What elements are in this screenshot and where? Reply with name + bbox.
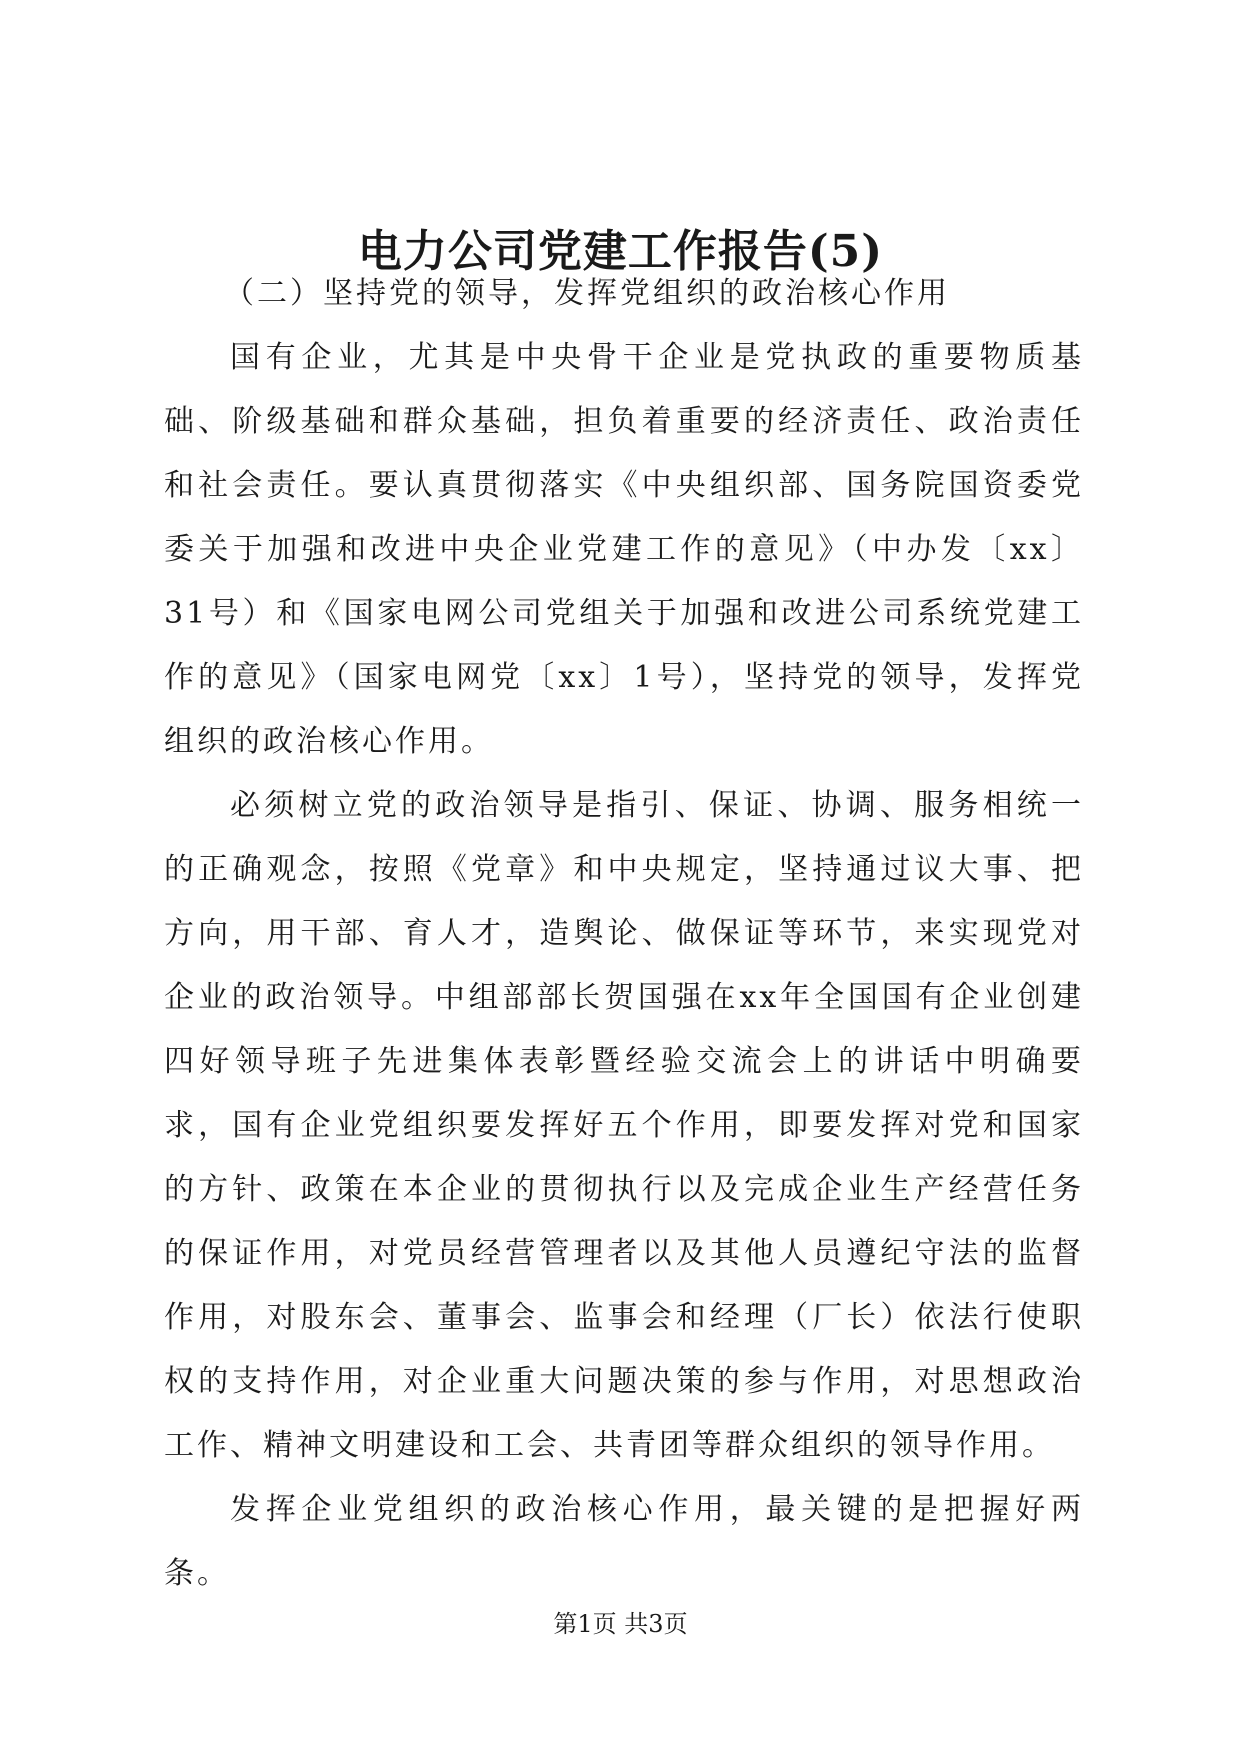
document-body xyxy=(164,262,1084,1606)
body-paragraph-3: 发挥企业党组织的政治核心作用，最关键的是把握好两条。 xyxy=(164,1492,1084,1591)
page-number-footer: 第1页 共3页 xyxy=(553,1610,688,1638)
body-paragraph-1: 国有企业，尤其是中央骨干企业是党执政的重要物质基础、阶级基础和群众基础，担负着重要的经济责任、政治责任和社会责任。要认真贯彻落实《中央组织部、国务院国资委党委关于加强和改进中央企业党建工作的意见》（中办发〔xx〕31号）和《国家电网公司党组关于加强和改进公司系统党建工作的意见》（国家电网党〔xx〕1号），坚持党的领导，发挥党组织的政治核心作用。 xyxy=(164,340,1084,759)
section-subheading: （二）坚持党的领导，发挥党组织的政治核心作用 xyxy=(224,276,950,311)
document-title: 电力公司党建工作报告(5) xyxy=(357,226,884,277)
body-paragraph-2: 必须树立党的政治领导是指引、保证、协调、服务相统一的正确观念，按照《党章》和中央规定，坚持通过议大事、把方向，用干部、育人才，造舆论、做保证等环节，来实现党对企业的政治领导。中组部部长贺国强在xx年全国国有企业创建四好领导班子先进集体表彰暨经验交流会上的讲话中明确要求，国有企业党组织要发挥好五个作用，即要发挥对党和国家的方针、政策在本企业的贯彻执行以及完成企业生产经营任务的保证作用，对党员经营管理者以及其他人员遵纪守法的监督作用，对股东会、董事会、监事会和经理（厂长）依法行使职权的支持作用，对企业重大问题决策的参与作用，对思想政治工作、精神文明建设和工会、共青团等群众组织的领导作用。 xyxy=(164,788,1084,1463)
